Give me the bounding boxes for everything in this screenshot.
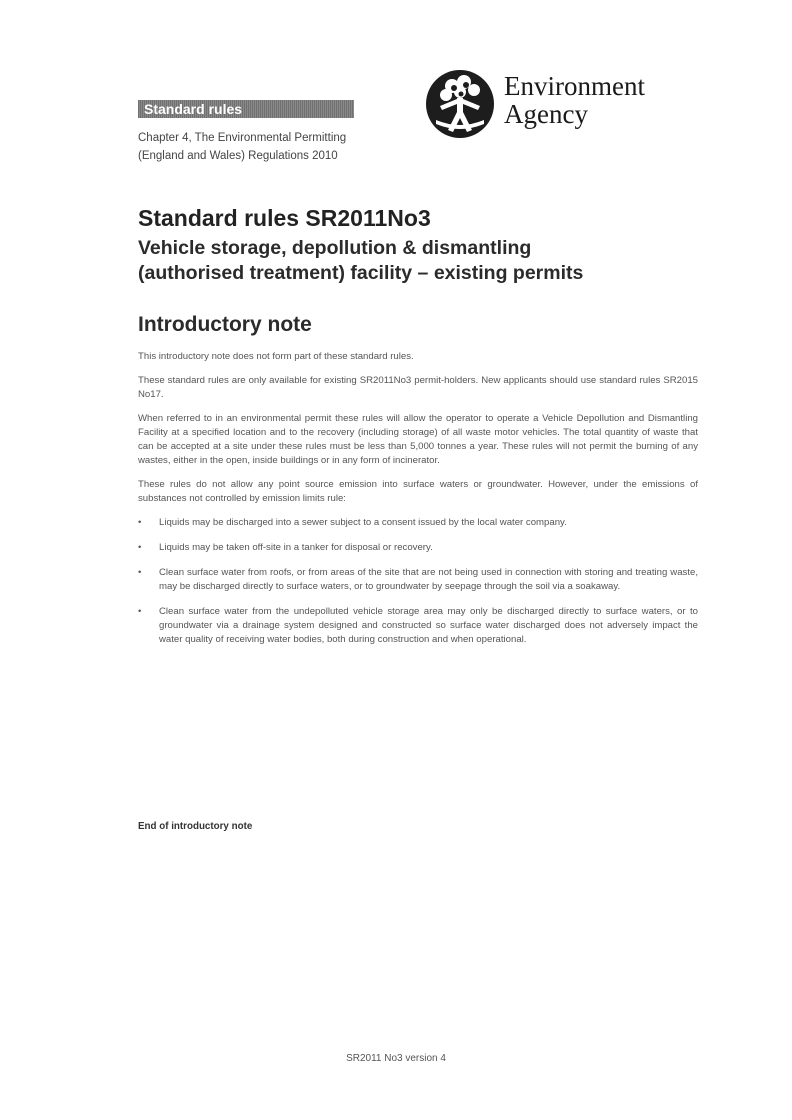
paragraph: These rules do not allow any point source emission into surface waters or groundwater. However, under the emissions of substances not controlled by emission limits rule: bbox=[138, 479, 698, 504]
list-item-text: Liquids may be discharged into a sewer subject to a consent issued by the local water company. bbox=[159, 517, 567, 528]
logo-line-2: Agency bbox=[504, 99, 588, 129]
tree-figure-icon bbox=[424, 68, 496, 140]
standard-rules-label: Standard rules bbox=[138, 100, 354, 118]
bullet-glyph: • bbox=[138, 542, 142, 553]
list-item-text: Clean surface water from roofs, or from areas of the site that are not being used in connection with storing and treating waste, may be discharged directly to surface waters, or to groundwater by seepage through the soil via a soakaway. bbox=[159, 567, 698, 592]
environment-agency-logo bbox=[424, 68, 684, 140]
list-item-text: Liquids may be taken off-site in a tanker for disposal or recovery. bbox=[159, 542, 433, 553]
end-of-note: End of introductory note bbox=[138, 821, 253, 832]
section-heading: Introductory note bbox=[138, 313, 312, 336]
subtitle-line-1: Vehicle storage, depollution & dismantling bbox=[138, 237, 532, 259]
introductory-note-body bbox=[138, 350, 698, 658]
bullet-list bbox=[138, 516, 698, 647]
chapter-reference bbox=[138, 129, 398, 165]
logo-wordmark bbox=[504, 72, 645, 128]
document-title: Standard rules SR2011No3 bbox=[138, 205, 431, 231]
list-item bbox=[138, 516, 698, 530]
document-subtitle bbox=[138, 236, 698, 286]
bullet-glyph: • bbox=[138, 606, 142, 617]
logo-line-1: Environment bbox=[504, 71, 645, 101]
subtitle-line-2: (authorised treatment) facility – existing permits bbox=[138, 262, 584, 284]
page-footer: SR2011 No3 version 4 bbox=[346, 1053, 446, 1064]
list-item-text: Clean surface water from the undepolluted vehicle storage area may only be discharged directly to surface waters, or to groundwater via a drainage system designed and constructed so surface water discharged does not adversely impact the water quality of receiving water bodies, both during construction and when operational. bbox=[159, 606, 698, 645]
bullet-glyph: • bbox=[138, 517, 142, 528]
list-item bbox=[138, 541, 698, 555]
list-item bbox=[138, 605, 698, 647]
chapter-line-2: (England and Wales) Regulations 2010 bbox=[138, 150, 338, 162]
paragraph: These standard rules are only available for existing SR2011No3 permit-holders. New applicants should use standard rules SR2015 No17. bbox=[138, 375, 698, 400]
list-item bbox=[138, 566, 698, 594]
paragraph: This introductory note does not form part of these standard rules. bbox=[138, 351, 414, 362]
paragraph: When referred to in an environmental permit these rules will allow the operator to operate a Vehicle Depollution and Dismantling Facility at a specified location and to the recovery (including storage) of all waste motor vehicles. The total quantity of waste that can be accepted at a site under these rules must be less than 5,000 tonnes a year. These rules will not permit the burning of any wastes, either in the open, inside buildings or in any form of incinerator. bbox=[138, 413, 698, 466]
chapter-line-1: Chapter 4, The Environmental Permitting bbox=[138, 132, 347, 144]
bullet-glyph: • bbox=[138, 567, 142, 578]
